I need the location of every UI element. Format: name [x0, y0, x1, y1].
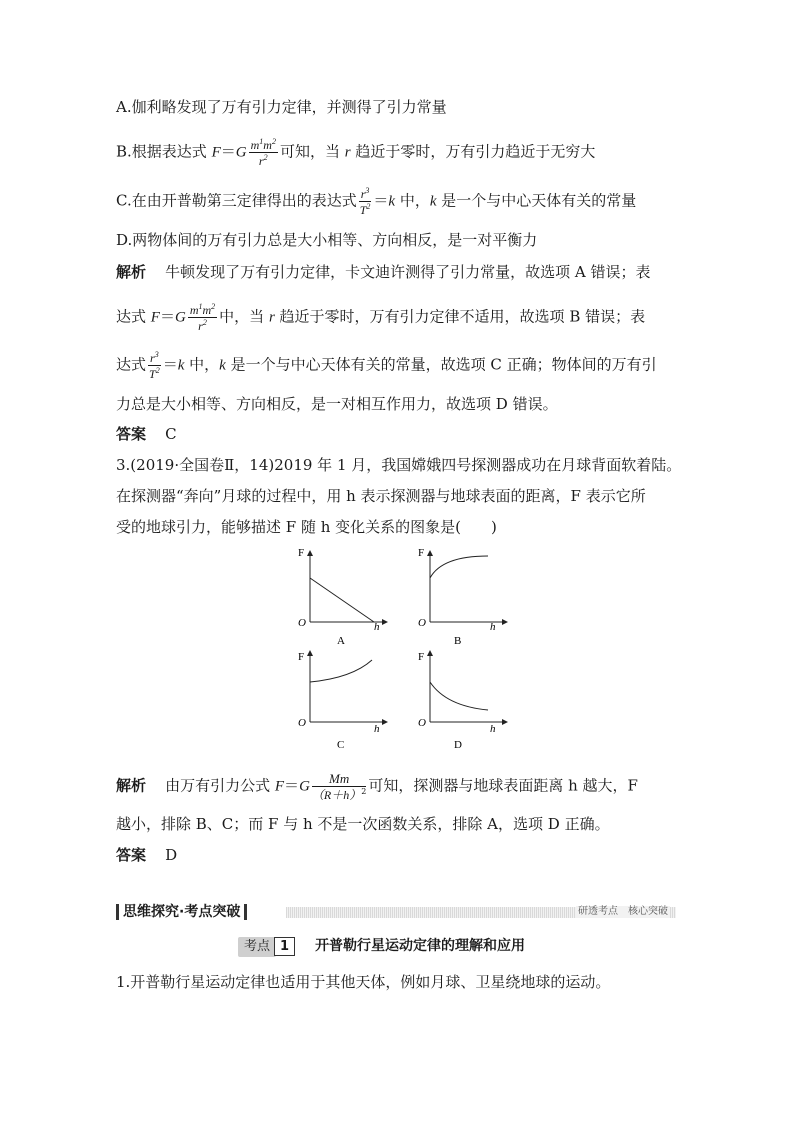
point-1: 1.开普勒行星运动定律也适用于其他天体，例如月球、卫星绕地球的运动。 [116, 973, 611, 991]
svg-text:h: h [490, 723, 496, 735]
analysis-1-line-4: 力总是大小相等、方向相反，是一对相互作用力，故选项 D 错误。 [116, 395, 558, 413]
svg-text:F: F [418, 548, 425, 559]
svg-text:h: h [374, 621, 380, 633]
graph-c-caption: C [337, 739, 345, 751]
option-d: D.两物体间的万有引力总是大小相等、方向相反，是一对平衡力 [116, 231, 538, 249]
option-a: A.伽利略发现了万有引力定律，并测得了引力常量 [116, 98, 447, 116]
answer-1: 答案 C [116, 425, 177, 443]
formula-F: F [211, 144, 221, 161]
fraction-m1m2-over-r2: $\frac{m^1m^2}{r^2}$ [189, 302, 216, 333]
topic-title: 开普勒行星运动定律的理解和应用 [315, 938, 526, 954]
graph-c [292, 648, 392, 754]
question-3-line-2: 在探测器“奔向”月球的过程中，用 h 表示探测器与地球表面的距离，F 表示它所 [116, 487, 646, 505]
answer-2: 答案 D [116, 846, 178, 864]
analysis-2-line-1: 解析 由万有引力公式 F＝G $\frac{Mm}{(R+h)^2}$ 可知，探测器与地球表面距离 h 越大，F [116, 771, 638, 802]
svg-text:O: O [298, 617, 306, 629]
fraction-r3-over-t2: $\frac{r^3}{T^2}$ [359, 186, 371, 217]
question-3-line-1: 3.(2019·全国卷Ⅱ，14)2019 年 1 月，我国嫦娥四号探测器成功在月球背面软着陆。 [116, 456, 682, 474]
option-b: B.根据表达式 F＝G $\frac{m^1m^2}{r^2}$ 可知，当 r 趋近于零时，万有引力趋近于无穷大 [116, 137, 596, 168]
graph-a-caption: A [337, 635, 345, 647]
graph-d [412, 648, 512, 754]
analysis-label: 解析 [116, 263, 147, 281]
fraction-r3-over-t2: $\frac{r^3}{T^2}$ [149, 350, 160, 381]
question-3-line-3: 受的地球引力，能够描述 F 随 h 变化关系的图象是( ) [116, 518, 497, 536]
svg-text:O: O [418, 617, 426, 629]
section-tags: 研透考点 核心突破 [578, 906, 668, 917]
svg-text:F: F [298, 651, 305, 663]
option-c: C.在由开普勒第三定律得出的表达式 $\frac{r^3}{T^2}$ ＝k 中，k 是一个与中心天体有关的常量 [116, 186, 637, 217]
svg-text:O: O [298, 717, 306, 729]
analysis-1-line-2: 达式 F＝G $\frac{m^1m^2}{r^2}$ 中，当 r 趋近于零时，万有引力定律不适用，故选项 B 错误；表 [116, 302, 646, 333]
svg-text:F: F [298, 548, 305, 559]
badge-label: 考点 [238, 937, 276, 957]
graph-b-caption: B [454, 635, 462, 647]
graph-d-caption: D [454, 739, 462, 751]
topic-badge [238, 936, 525, 956]
svg-text:O: O [418, 717, 426, 729]
analysis-1-line-3: 达式 $\frac{r^3}{T^2}$ ＝k 中，k 是一个与中心天体有关的常量，故选项 C 正确；物体间的万有引 [116, 350, 657, 381]
section-header [116, 904, 676, 920]
analysis-1-line-1: 解析 牛顿发现了万有引力定律，卡文迪许测得了引力常量，故选项 A 错误；表 [116, 263, 651, 281]
fraction-m1m2-over-r2: $\frac{m^1m^2}{r^2}$ [250, 137, 276, 168]
badge-number: 1 [274, 937, 295, 956]
analysis-2-line-2: 越小，排除 B、C；而 F 与 h 不是一次函数关系，排除 A，选项 D 正确。 [116, 815, 610, 833]
svg-text:F: F [418, 651, 425, 663]
fraction-Mm-over-Rh2: $\frac{Mm}{(R+h)^2}$ [311, 771, 367, 802]
section-title: 思维探究·考点突破 [116, 904, 247, 920]
svg-text:h: h [374, 723, 380, 735]
svg-text:h: h [490, 621, 496, 633]
graph-b [412, 548, 512, 648]
graph-a [292, 548, 392, 648]
